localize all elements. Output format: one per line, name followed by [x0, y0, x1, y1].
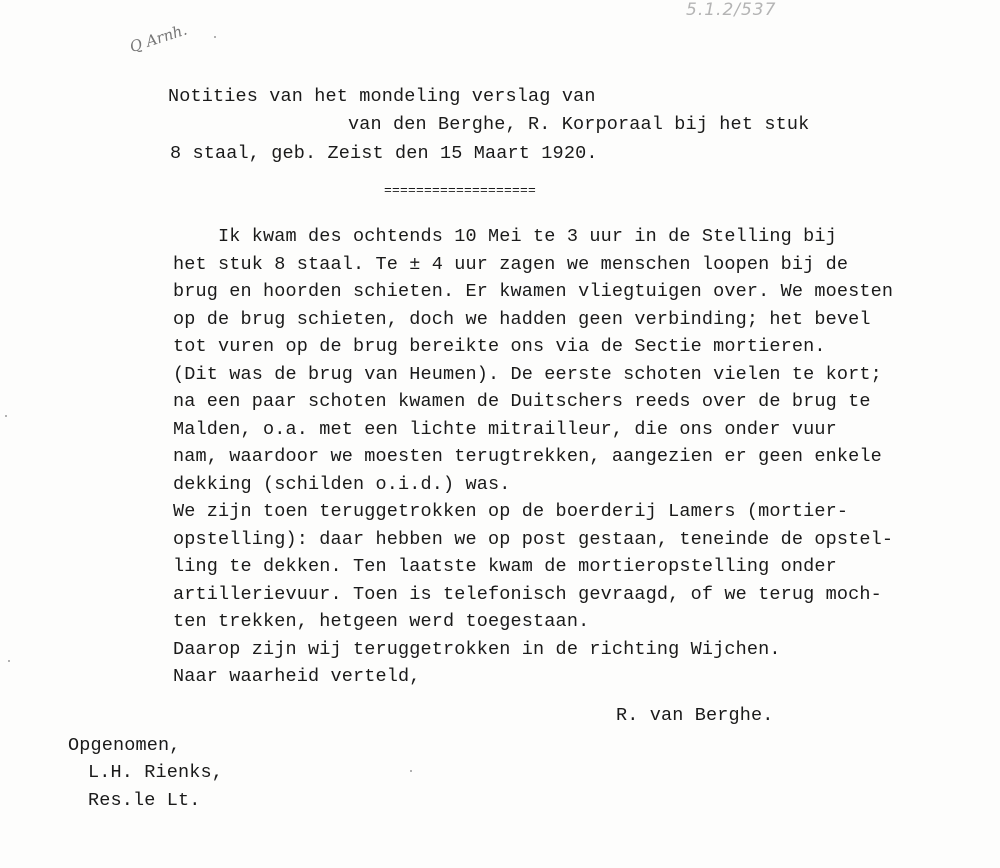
- body-line: tot vuren op de brug bereikte ons via de Sectie mortieren.: [173, 336, 826, 357]
- signature: R. van Berghe.: [616, 705, 774, 726]
- heading-line-3: 8 staal, geb. Zeist den 15 Maart 1920.: [170, 143, 598, 164]
- body-line: ten trekken, hetgeen werd toegestaan.: [173, 611, 590, 632]
- body-line: op de brug schieten, doch we hadden geen verbinding; het bevel: [173, 309, 871, 330]
- heading-line-2: van den Berghe, R. Korporaal bij het stuk: [348, 114, 810, 135]
- heading-line-1: Notities van het mondeling verslag van: [168, 86, 596, 107]
- body-line: (Dit was de brug van Heumen). De eerste schoten vielen te kort;: [173, 364, 882, 385]
- body-line: Daarop zijn wij teruggetrokken in de richting Wijchen.: [173, 639, 781, 660]
- body-line: opstelling): daar hebben we op post gestaan, teneinde de opstel-: [173, 529, 894, 550]
- body-line: We zijn toen teruggetrokken op de boerderij Lamers (mortier-: [173, 501, 849, 522]
- body-line: brug en hoorden schieten. Er kwamen vliegtuigen over. We moesten: [173, 281, 894, 302]
- body-line: het stuk 8 staal. Te ± 4 uur zagen we menschen loopen bij de: [173, 254, 849, 275]
- pencil-annotation: Q Arnh.: [127, 20, 190, 56]
- body-line: artillerievuur. Toen is telefonisch gevraagd, of we terug moch-: [173, 584, 882, 605]
- body-line: dekking (schilden o.i.d.) was.: [173, 474, 511, 495]
- body-line: na een paar schoten kwamen de Duitschers reeds over de brug te: [173, 391, 871, 412]
- body-line: Malden, o.a. met een lichte mitrailleur, die ons onder vuur: [173, 419, 837, 440]
- body-line: Ik kwam des ochtends 10 Mei te 3 uur in de Stelling bij: [173, 226, 837, 247]
- recorded-label: Opgenomen,: [68, 735, 181, 756]
- body-line: nam, waardoor we moesten terugtrekken, aangezien er geen enkele: [173, 446, 882, 467]
- archive-number: 5.1.2/537: [686, 0, 777, 20]
- recorder-rank: Res.le Lt.: [88, 790, 201, 811]
- body-line: Naar waarheid verteld,: [173, 666, 421, 687]
- body-line: ling te dekken. Ten laatste kwam de mortieropstelling onder: [173, 556, 837, 577]
- separator-line: ===================: [384, 183, 537, 198]
- recorder-name: L.H. Rienks,: [88, 762, 224, 783]
